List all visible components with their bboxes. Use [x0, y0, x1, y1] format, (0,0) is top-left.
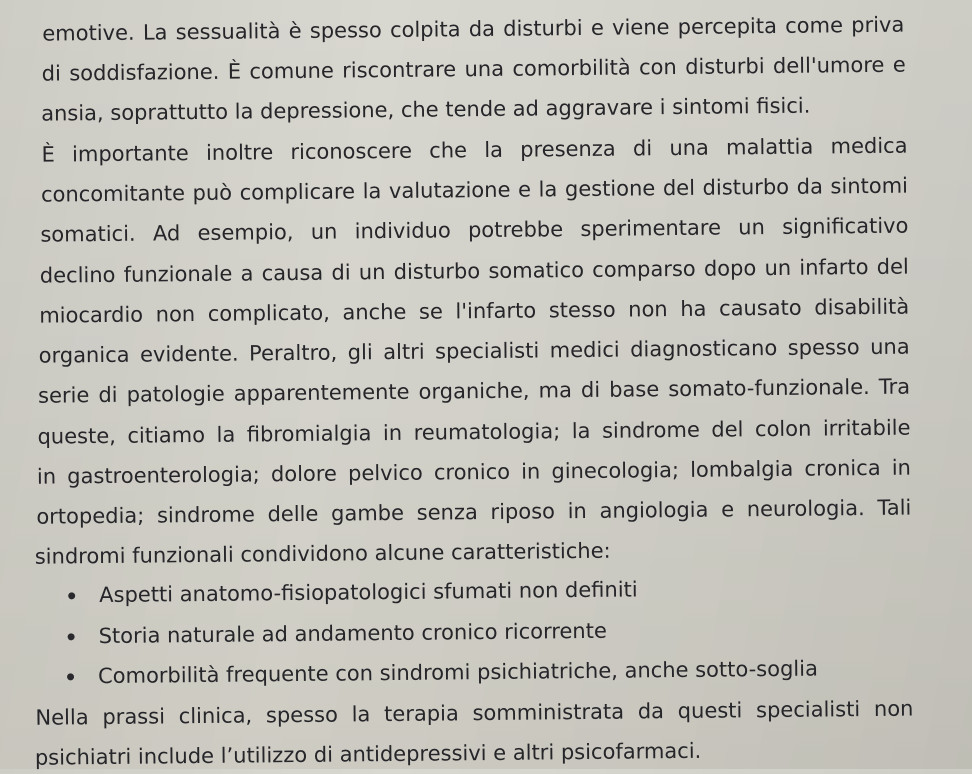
body-text-line: concomitante può complicare la valutazione e la gestione del disturbo da sintomi: [40, 173, 909, 207]
body-text-line: serie di patologie apparentemente organiche, ma di base somato-funzionale. Tra: [37, 374, 911, 408]
body-text-line: declino funzionale a causa di un disturbo somatico comparso dopo un infarto del: [39, 254, 909, 288]
body-text-line: psichiatri include l’utilizzo di antidepressivi e altri psicofarmaci.: [34, 738, 702, 770]
body-text-line: miocardio non complicato, anche se l'infarto stesso non ha causato disabilità: [39, 294, 910, 328]
bullet-item: Comorbilità frequente con sindromi psichiatriche, anche sotto-soglia: [97, 656, 819, 689]
body-text-line: in gastroenterologia; dolore pelvico cronico in ginecologia; lombalgia cronica in: [36, 455, 912, 489]
body-text-line: di soddisfazione. È comune riscontrare una comorbilità con disturbi dell'umore e: [41, 52, 906, 86]
body-text-line: È importante inoltre riconoscere che la presenza di una malattia medica: [41, 133, 908, 167]
bullet-marker: [68, 633, 75, 640]
body-text-line: ortopedia; sindrome delle gambe senza riposo in angiologia e neurologia. Tali: [36, 495, 912, 529]
body-text-line: sindromi funzionali condividono alcune caratteristiche:: [34, 538, 611, 569]
bullet-item: Storia naturale ad andamento cronico ricorrente: [98, 618, 607, 649]
bullet-item: Aspetti anatomo-fisiopatologici sfumati non definiti: [99, 577, 638, 608]
body-text-line: organica evidente. Peraltro, gli altri specialisti medici diagnosticano spesso una: [38, 334, 910, 368]
body-text-line: somatici. Ad esempio, un individuo potrebbe sperimentare un significativo: [40, 213, 909, 247]
body-text-line: ansia, soprattutto la depressione, che tende ad aggravare i sintomi fisici.: [41, 93, 811, 126]
bullet-marker: [68, 592, 75, 599]
body-text-line: emotive. La sessualità è spesso colpita da disturbi e viene percepita come priva: [42, 12, 905, 46]
bullet-marker: [67, 673, 74, 680]
body-text-line: Nella prassi clinica, spesso la terapia somministrata da questi specialisti non: [35, 696, 914, 730]
body-text-line: queste, citiamo la fibromialgia in reumatologia; la sindrome del colon irritabile: [37, 415, 911, 449]
